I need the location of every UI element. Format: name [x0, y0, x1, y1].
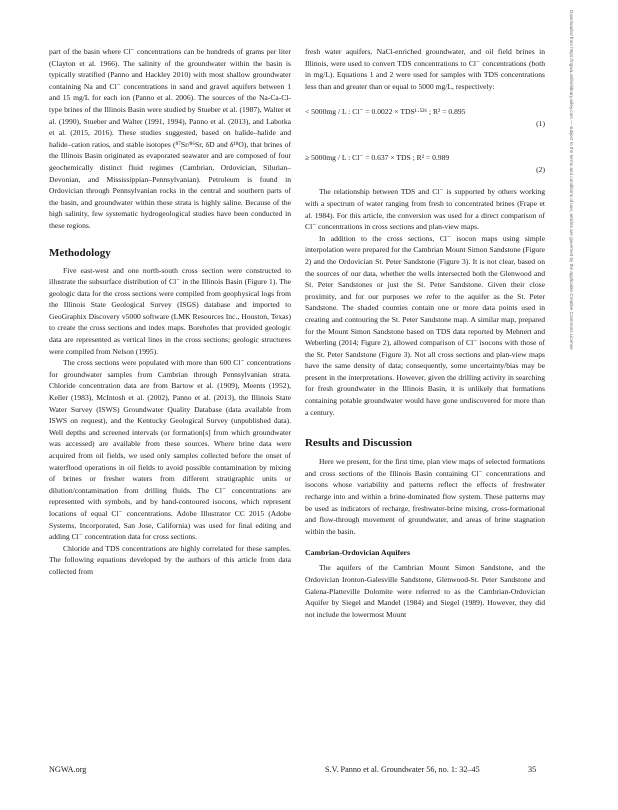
equation-1-number: (1)	[536, 119, 545, 129]
methodology-paragraph-1: Five east-west and one north-south cross section were constructed to illustrate the subsurface distribution of Cl⁻ in the Illinois Basin (Figure 1). The geologic data for the cross sections were compiled from geophysical logs from the Illinois State Geological Survey (ISGS) database and imported to GeoGraphix Discovery v5000 software (LMK Resources Inc., Houston, Texas) to create the cross sections and index maps. Boreholes that provided geologic data are represented as vertical lines in the cross sections; geologic structures were compiled from Nelson (1995).	[49, 265, 291, 356]
isocon-maps-paragraph: In addition to the cross sections, Cl⁻ isocon maps using simple interpolation were prepared for the Cambrian Mount Simon Sandstone (Figure 2) and the Ordovician St. Peter Sandstone (Figure 3). It is not clear, based on the sources of our data, whether the wells intersected both the Glenwood and St. Peter Sandstones or just the St. Peter Sandstone. Given their close proximity, and for our purposes we refer to the aquifer as the St. Peter Sandstone. The shaded counties contain one or more data points used in creating and contouring the St. Peter Sandstone map. A similar map, prepared for the Mount Simon Sandstone based on TDS data reported by Mehnert and Weberling (2014; Figure 2), allowed comparison of Cl⁻ isocons with those of the St. Peter Sandstone (Figure 3). Not all cross sections and plan-view maps have the same density of data; consequently, some uncertainty/bias may be present in the interpretations. However, given the drilling activity in searching for fresh groundwater in the Illinois Basin, it is unlikely that formations containing potable groundwater would have gone undiscovered for more than a century.	[305, 233, 545, 417]
equation-2-formula: ≥ 5000mg / L : Cl⁻ = 0.637 × TDS ; R² = 0.989	[305, 153, 450, 163]
cambrian-ordovician-subheading: Cambrian-Ordovician Aquifers	[305, 548, 411, 558]
intro-paragraph: part of the basin where Cl⁻ concentrations can be hundreds of grams per liter (Clayton et al. 1966). The salinity of the groundwater within the basin is typically stratified (Panno and Hackley 2010) with most shallow groundwater containing Na and Cl⁻ concentrations in sand and gravel aquifers between 1 and 15 mg/L for each ion (Panno et al. 2006). The sources of the Na-Ca-Cl-type brines of the Illinois Basin were studied by Stueber et al. (1987), Walter et al. (1990), Stueber and Walter (1991, 1994), Panno et al. (2013), and Labotka et al. (2015, 2016). These studies suggested, based on halide–halide and halide–cation ratios, and stable isotopes (⁸⁷Sr/⁸⁶Sr, δD and δ¹⁸O), that brines of the Illinois Basin originated as evaporated seawater and are composed of four geochemically distinct fluid regimes (Cambrian, Ordovician, Silurian–Devonian, and Mississippian–Pennsylvanian). Petroleum is found in Ordovician through Pennsylvanian rocks in the central and southern parts of the basin, and groundwater within these strata is highly saline. Because of the high salinity, few systematic hydrogeological studies have been conducted in these regions.	[49, 47, 291, 230]
download-side-note: Downloaded from https://ngwa.onlinelibrary.wiley.com — subject to the terms and conditions of use; articles are governed by the applicable Creative Commons License	[569, 10, 574, 350]
conversion-paragraph: fresh water aquifers, NaCl-enriched groundwater, and oil field brines in Illinois, were used to convert TDS concentrations to Cl⁻ concentrations (both in mg/L). Equations 1 and 2 were used for samples with TDS concentrations less than and greater than or equal to 5000 mg/L, respectively:	[305, 47, 545, 91]
aquifers-paragraph: The aquifers of the Cambrian Mount Simon Sandstone, and the Ordovician Ironton-Galesville Sandstone, Glenwood-St. Peter Sandstone and Galena-Platteville Dolomite were referred to as the Cambrian-Ordovician Aquifer by Siegel and Mandel (1984) and Siegel (1989). However, they did not include the lowermost Mount	[305, 563, 545, 619]
page-number: 35	[528, 765, 537, 774]
tds-relationship-paragraph: The relationship between TDS and Cl⁻ is supported by others working with a spectrum of water ranging from fresh to concentrated brines (Frape et al. 1984). For this article, the conversion was used for a direct comparison of Cl⁻ concentrations in cross sections and plan-view maps.	[305, 187, 545, 232]
methodology-heading: Methodology	[49, 246, 111, 259]
left-column	[49, 46, 291, 578]
equation-1	[305, 106, 545, 130]
methodology-paragraph-2: The cross sections were populated with more than 600 Cl⁻ concentrations for groundwater samples from Cambrian through Pennsylvanian strata. Chloride concentration data are from Bartow et al. (1909), Meents (1952), Keller (1983), McIntosh et al. (2002), Panno et al. (2013), the Illinois State Water Survey (ISWS) Groundwater Quality Database (data available from ISWS on request), and the Kentucky Geological Survey (unpublished data). Well depths and screened intervals (or formation[s] from which groundwater was accessed) are available from these sources. Where brine data were acquired from oil fields, we used only samples collected before the onset of waterflood operations in oil fields to avoid possible contamination by mixing of brines or fresher waters from different stratigraphic units or dilution/contamination from drilling fluids. The Cl⁻ concentrations are represented with symbols, and by hand-contoured isocons, which represent locations of equal Cl⁻ concentrations. Adobe Illustrator CC 2015 (Adobe Systems, Incorporated, San Jose, California) was used for final editing and adding Cl⁻ concentration data for cross sections.	[49, 358, 291, 542]
equation-1-formula: < 5000mg / L : Cl⁻ = 0.0022 × TDS¹·⁵²⁶ ; R² = 0.895	[305, 107, 466, 117]
right-column	[305, 46, 545, 620]
equation-2-number: (2)	[536, 165, 545, 175]
methodology-paragraph-3: Chloride and TDS concentrations are highly correlated for these samples. The following equations developed by the authors of this article from data collected from	[49, 543, 291, 576]
results-heading: Results and Discussion	[305, 437, 412, 450]
results-paragraph: Here we present, for the first time, plan view maps of selected formations and cross sections of the Illinois Basin containing Cl⁻ concentrations and isocons whose variability and patterns reflect the effects of freshwater recharge into and within a brine-dominated flow system. These patterns may be used as indicators of recharge, freshwater-brine mixing, cross-formational and flow-through movement of groundwater, and areas of brine stagnation within the basin.	[305, 457, 545, 536]
equation-2	[305, 152, 545, 176]
footer-citation: S.V. Panno et al. Groundwater 56, no. 1: 32–45	[325, 765, 480, 774]
footer-left: NGWA.org	[49, 765, 87, 774]
